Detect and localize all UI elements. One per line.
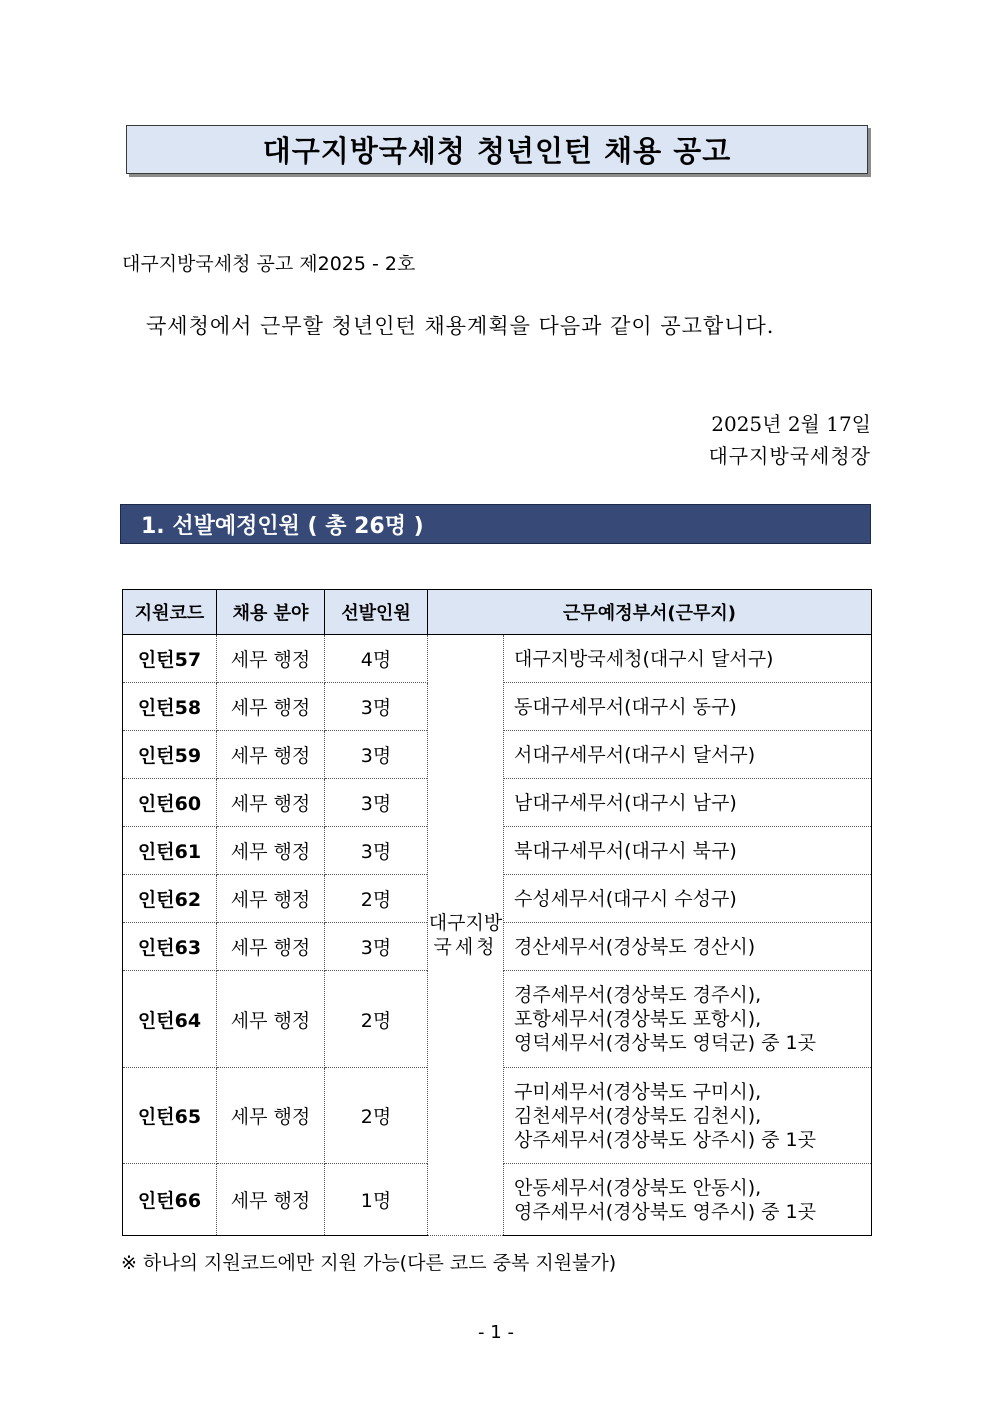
cell-field: 세무 행정 — [217, 875, 325, 923]
cell-code: 인턴64 — [123, 971, 217, 1068]
location-line: 경산세무서(경상북도 경산시) — [514, 935, 756, 958]
cell-code: 인턴63 — [123, 923, 217, 971]
location-line: 수성세무서(대구시 수성구) — [514, 887, 737, 910]
cell-count: 2명 — [325, 971, 428, 1068]
cell-location — [504, 971, 872, 1068]
location-line: 남대구세무서(대구시 남구) — [514, 791, 737, 814]
location-line: 김천세무서(경상북도 김천시), — [514, 1104, 762, 1127]
office-line-1: 대구지방 — [428, 912, 503, 934]
cell-field: 세무 행정 — [217, 923, 325, 971]
cell-field: 세무 행정 — [217, 779, 325, 827]
footnote: ※ 하나의 지원코드에만 지원 가능(다른 코드 중복 지원불가) — [121, 1252, 617, 1274]
issuer: 대구지방국세청장 — [708, 444, 871, 468]
cell-code: 인턴66 — [123, 1164, 217, 1236]
location-line: 영덕세무서(경상북도 영덕군) 중 1곳 — [514, 1032, 816, 1054]
cell-field: 세무 행정 — [217, 971, 325, 1068]
header-code: 지원코드 — [123, 590, 217, 635]
header-field: 채용 분야 — [217, 590, 325, 635]
cell-field: 세무 행정 — [217, 1164, 325, 1236]
header-location: 근무예정부서(근무지) — [428, 590, 872, 635]
cell-count: 3명 — [325, 731, 428, 779]
cell-location — [504, 1164, 872, 1236]
title-box — [126, 125, 868, 174]
location-line: 상주세무서(경상북도 상주시) 중 1곳 — [514, 1128, 816, 1151]
recruitment-table — [122, 589, 872, 1236]
cell-location — [504, 827, 872, 875]
location-line: 안동세무서(경상북도 안동시), — [514, 1176, 762, 1199]
cell-location — [504, 923, 872, 971]
cell-field: 세무 행정 — [217, 827, 325, 875]
cell-count: 1명 — [325, 1164, 428, 1236]
section-heading-text: 1. 선발예정인원 ( 총 26명 ) — [141, 513, 424, 539]
cell-location — [504, 731, 872, 779]
page-number: - 1 - — [478, 1322, 514, 1343]
intro-text: 국세청에서 근무할 청년인턴 채용계획을 다음과 같이 공고합니다. — [146, 314, 775, 338]
location-line: 대구지방국세청(대구시 달서구) — [514, 647, 774, 670]
cell-field: 세무 행정 — [217, 635, 325, 683]
cell-office — [428, 635, 504, 1236]
cell-code: 인턴65 — [123, 1068, 217, 1164]
location-line: 포항세무서(경상북도 포항시), — [514, 1008, 762, 1030]
location-line: 서대구세무서(대구시 달서구) — [514, 743, 756, 766]
cell-count: 3명 — [325, 779, 428, 827]
header-count: 선발인원 — [325, 590, 428, 635]
cell-code: 인턴61 — [123, 827, 217, 875]
cell-location — [504, 779, 872, 827]
cell-code: 인턴58 — [123, 683, 217, 731]
location-line: 영주세무서(경상북도 영주시) 중 1곳 — [514, 1200, 816, 1223]
cell-field: 세무 행정 — [217, 683, 325, 731]
cell-code: 인턴62 — [123, 875, 217, 923]
page-title: 대구지방국세청 청년인턴 채용 공고 — [262, 134, 732, 168]
cell-count: 3명 — [325, 923, 428, 971]
cell-count: 2명 — [325, 1068, 428, 1164]
location-line: 동대구세무서(대구시 동구) — [514, 695, 737, 718]
cell-count: 4명 — [325, 635, 428, 683]
notice-number: 대구지방국세청 공고 제2025 - 2호 — [122, 253, 416, 275]
cell-count: 2명 — [325, 875, 428, 923]
cell-code: 인턴59 — [123, 731, 217, 779]
location-line: 경주세무서(경상북도 경주시), — [514, 984, 762, 1006]
cell-count: 3명 — [325, 827, 428, 875]
cell-location — [504, 875, 872, 923]
cell-count: 3명 — [325, 683, 428, 731]
cell-field: 세무 행정 — [217, 731, 325, 779]
office-line-2: 국세청 — [433, 936, 498, 958]
cell-code: 인턴60 — [123, 779, 217, 827]
table-header-row — [123, 590, 872, 635]
location-line: 북대구세무서(대구시 북구) — [514, 839, 737, 862]
location-line: 구미세무서(경상북도 구미시), — [514, 1080, 762, 1103]
cell-code: 인턴57 — [123, 635, 217, 683]
cell-location — [504, 635, 872, 683]
cell-location — [504, 683, 872, 731]
cell-field: 세무 행정 — [217, 1068, 325, 1164]
table-row — [123, 635, 872, 683]
cell-location — [504, 1068, 872, 1164]
announcement-date: 2025년 2월 17일 — [711, 412, 871, 436]
section-heading-1 — [120, 504, 871, 544]
